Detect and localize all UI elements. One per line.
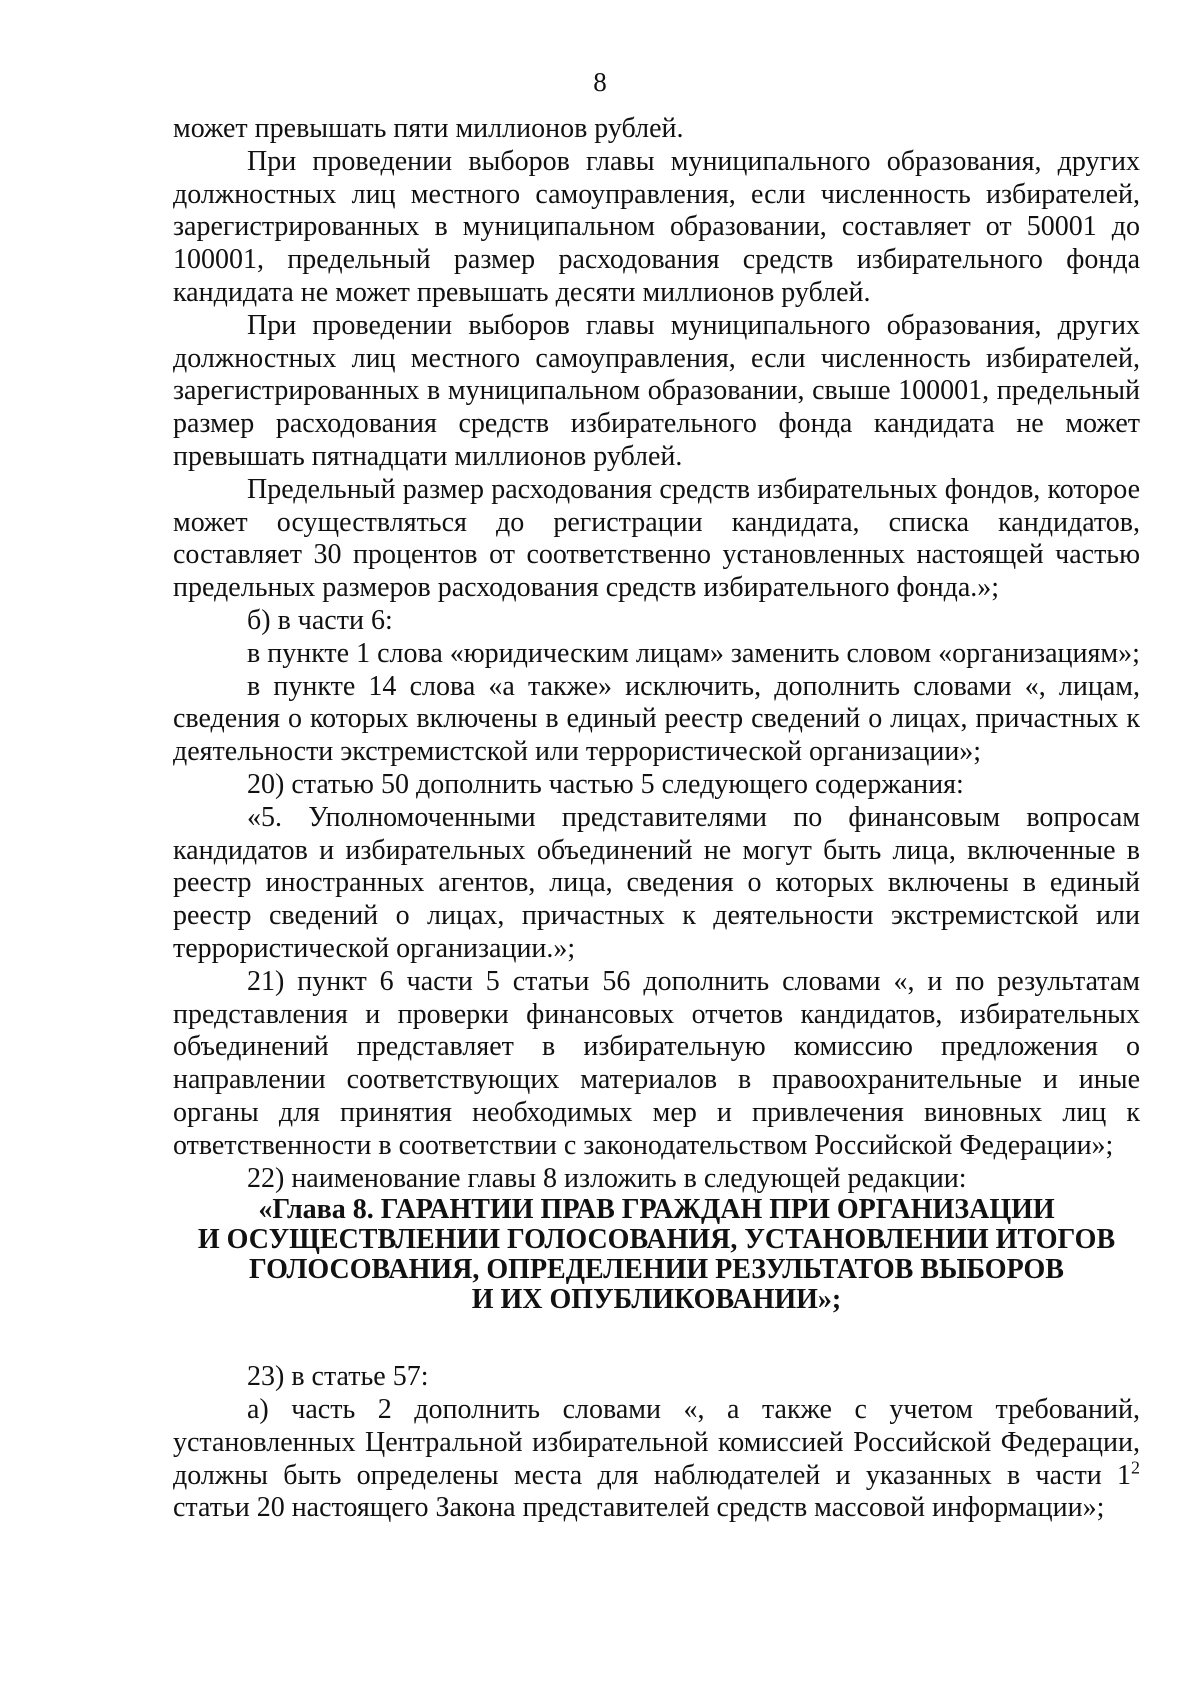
paragraph-part-2-text: а) часть 2 дополнить словами «, а также с учетом требований, установленных Центральной избирательной комиссией Российской Федерации, должны быть определены места для наблюдателей и указанных в части 1 — [173, 1394, 1140, 1491]
chapter-heading — [173, 1195, 1140, 1315]
superscript-mark: 2 — [1131, 1457, 1140, 1478]
paragraph-part-2-ending: статьи 20 настоящего Закона представителей средств массовой информации»; — [173, 1492, 1105, 1524]
page-number: 8 — [593, 67, 607, 97]
spacer — [173, 1315, 1140, 1361]
document-body — [173, 113, 1140, 1525]
paragraph-article-56: 21) пункт 6 части 5 статьи 56 дополнить словами «, и по результатам представления и проверки финансовых отчетов кандидатов, избирательных объединений представляет в избирательную комиссию предложения о направлении соответствующих материалов в правоохранительные и иные органы для принятия необходимых мер и привлечения виновных лиц к ответственности в соответствии с законодательством Российской Федерации»; — [173, 965, 1140, 1161]
chapter-heading-line: И ИХ ОПУБЛИКОВАНИИ»; — [471, 1284, 842, 1316]
paragraph-limit-15m: При проведении выборов главы муниципального образования, других должностных лиц местного самоуправления, если численность избирателей, зарегистрированных в муниципальном образовании, свыше 100001, предельный размер расходования средств избирательного фонда кандидата не может превышать пятнадцати миллионов рублей. — [173, 309, 1140, 472]
chapter-heading-line: «Глава 8. ГАРАНТИИ ПРАВ ГРАЖДАН ПРИ ОРГАНИЗАЦИИ — [258, 1194, 1055, 1226]
paragraph-part-6: б) в части 6: — [247, 604, 393, 636]
paragraph-article-57: 23) в статье 57: — [247, 1361, 429, 1393]
paragraph-item-14: в пункте 14 слова «а также» исключить, дополнить словами «, лицам, сведения о которых включены в единый реестр сведений о лицах, причастных к деятельности экстремистской или террористической организации»; — [173, 670, 1140, 768]
paragraph-item-1: в пункте 1 слова «юридическим лицам» заменить словом «организациям»; — [247, 637, 1140, 669]
paragraph-part-2 — [173, 1394, 1140, 1492]
paragraph-continuation: может превышать пяти миллионов рублей. — [173, 113, 684, 144]
paragraph-chapter-8-title: 22) наименование главы 8 изложить в следующей редакции: — [247, 1162, 967, 1194]
chapter-heading-line: И ОСУЩЕСТВЛЕНИИ ГОЛОСОВАНИЯ, УСТАНОВЛЕНИИ ИТОГОВ — [197, 1224, 1116, 1256]
paragraph-article-50: 20) статью 50 дополнить частью 5 следующего содержания: — [247, 768, 964, 800]
chapter-heading-line: ГОЛОСОВАНИЯ, ОПРЕДЕЛЕНИИ РЕЗУЛЬТАТОВ ВЫБОРОВ — [249, 1254, 1064, 1286]
paragraph-limit-30-percent: Предельный размер расходования средств избирательных фондов, которое может осуществляться до регистрации кандидата, списка кандидатов, составляет 30 процентов от соответственно установленных настоящей частью предельных размеров расходования средств избирательного фонда.»; — [173, 473, 1140, 604]
paragraph-limit-10m: При проведении выборов главы муниципального образования, других должностных лиц местного самоуправления, если численность избирателей, зарегистрированных в муниципальном образовании, составляет от 50001 до 100001, предельный размер расходования средств избирательного фонда кандидата не может превышать десяти миллионов рублей. — [173, 145, 1140, 308]
paragraph-part-5-text: «5. Уполномоченными представителями по финансовым вопросам кандидатов и избирательных объединений не могут быть лица, включенные в реестр иностранных агентов, лица, сведения о которых включены в единый реестр сведений о лицах, причастных к деятельности экстремистской или террористической организации.»; — [173, 801, 1140, 964]
